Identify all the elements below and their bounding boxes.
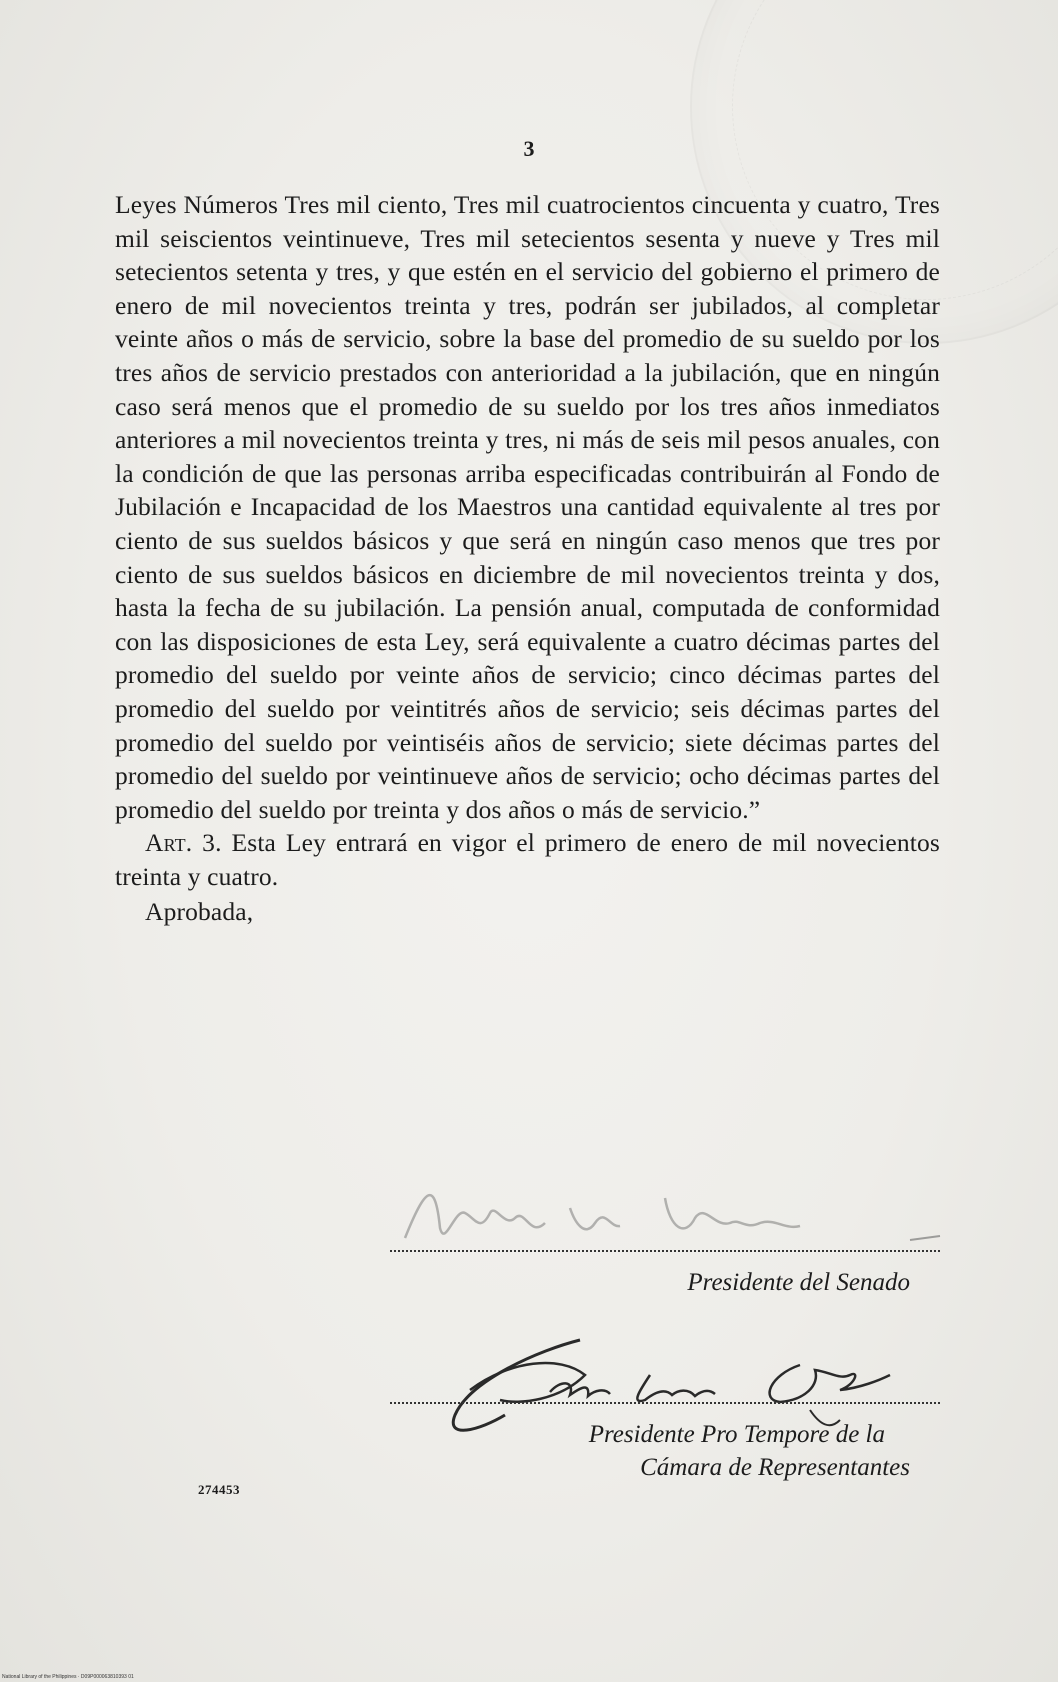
senate-signature-block: [380, 1250, 940, 1299]
signature-title-line-1: Presidente Pro Tempore de la: [588, 1421, 885, 1448]
house-signature-block: [380, 1402, 940, 1484]
senate-president-signature: [395, 1168, 955, 1258]
body-paragraph: Leyes Números Tres mil ciento, Tres mil cuatrocientos cincuenta y cuatro, Tres mil seiscientos veintinueve, Tres mil setecientos sesenta y nueve y Tres mil setecientos setenta y tres, y que estén en el servicio del gobierno el primero de enero de mil novecientos treinta y tres, podrán ser jubilados, al completar veinte años o más de servicio, sobre la base del promedio de su sueldo por los tres años de servicio prestados con anterioridad a la jubilación, que en ningún caso será menos que el promedio de su sueldo por los tres años inmediatos anteriores a mil novecientos treinta y tres, ni más de seis mil pesos anuales, con la condición de que las personas arriba especificadas contribuirán al Fondo de Jubilación e Incapacidad de los Maestros una cantidad equivalente al tres por ciento de sus sueldos básicos y que será en ningún caso menos que tres por ciento de sus sueldos básicos en diciembre de mil novecientos treinta y dos, hasta la fecha de su jubilación. La pensión anual, computada de conformidad con las disposiciones de esta Ley, será equivalente a cuatro décimas partes del promedio del sueldo por veinte años de servicio; cinco décimas partes del promedio del sueldo por veintitrés años de servicio; seis décimas partes del promedio del sueldo por veintiséis años de servicio; siete décimas partes del promedio del sueldo por veintinueve años de servicio; ocho décimas partes del promedio del sueldo por treinta y dos años o más de servicio.”: [115, 190, 940, 824]
article-text: Esta Ley entrará en vigor el primero de enero de mil novecientos treinta y cuatro.: [115, 828, 941, 891]
article-label: Art. 3.: [145, 828, 222, 858]
approval-text: Aprobada,: [145, 897, 254, 927]
body-text: [115, 188, 940, 929]
signature-line: [390, 1402, 940, 1404]
document-number: 274453: [198, 1482, 240, 1497]
library-footer: National Library of the Philippines · D09P000063810393 01: [2, 1674, 134, 1680]
article-paragraph: [115, 826, 940, 893]
signature-line: [390, 1250, 940, 1252]
page-number: 3: [523, 136, 535, 161]
signature-title: Presidente del Senado: [687, 1269, 910, 1296]
signature-title-line-2: Cámara de Representantes: [640, 1454, 910, 1481]
